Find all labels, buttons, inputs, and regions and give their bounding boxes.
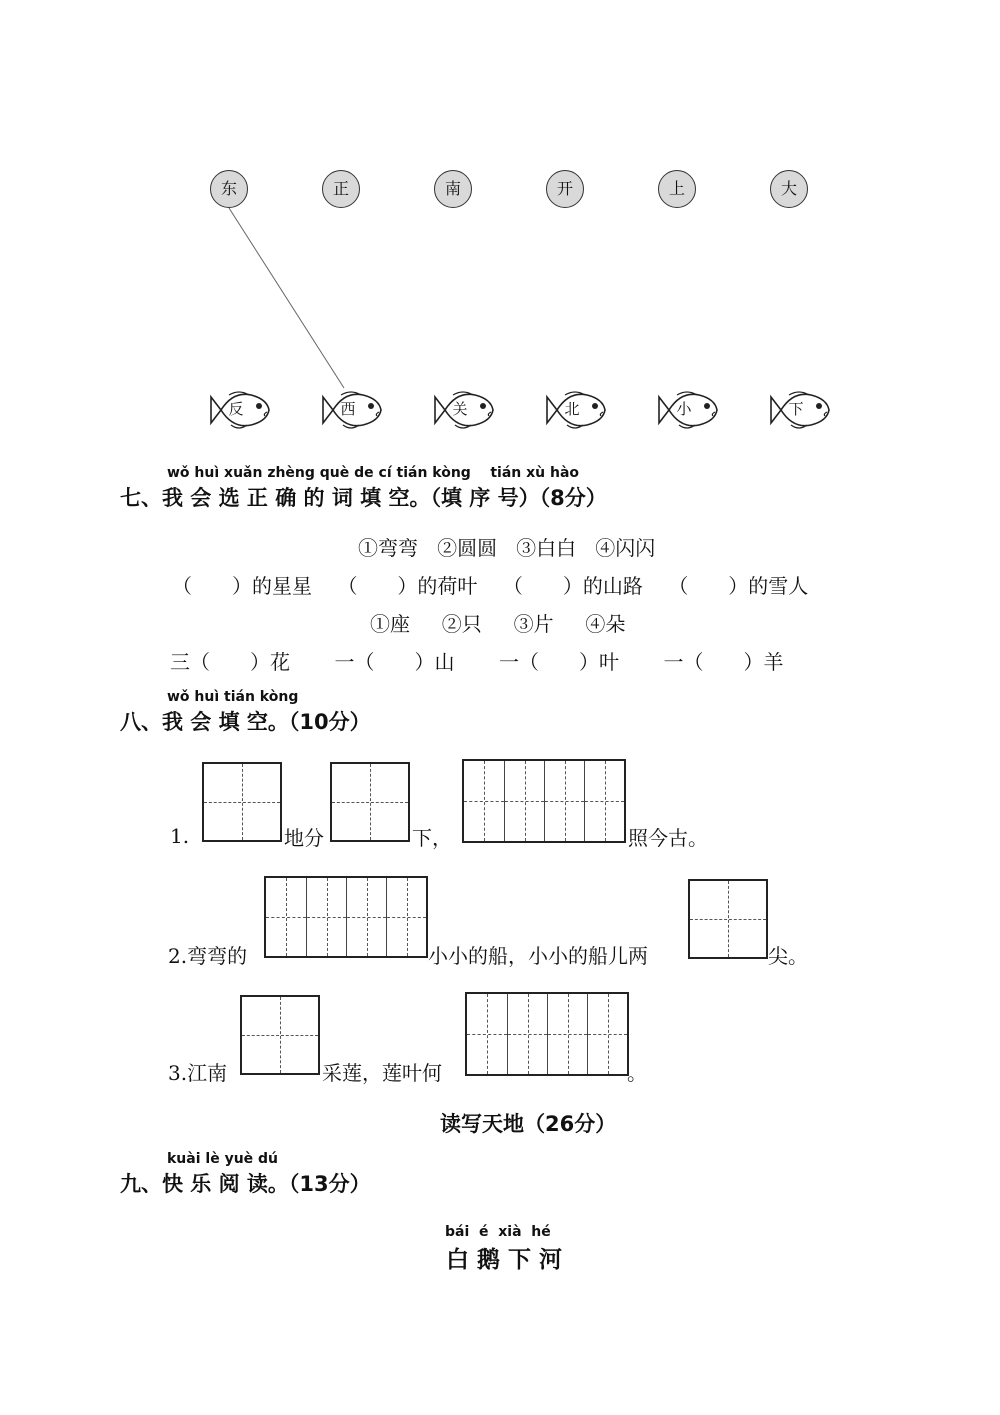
fish-label: 小 [676,400,692,418]
fill-blank[interactable]: （ ）的星星 [172,574,312,598]
writing-grid[interactable] [240,995,320,1075]
q1-text-3: 照今古。 [628,826,708,850]
writing-grid[interactable] [462,759,626,843]
option: ①座 [370,612,410,636]
section7-title: 七、我 会 选 正 确 的 词 填 空。（填 序 号）（8分） [120,486,607,510]
char-circle[interactable]: 大 [770,170,808,208]
q3-text-2: 。 [627,1061,647,1085]
fill-blank[interactable]: 一（ ）羊 [663,650,784,674]
option: ④闪闪 [595,536,656,560]
option: ②圆圆 [437,536,498,560]
q1-text-1: 地分 [284,826,324,850]
fill-blank[interactable]: 一（ ）叶 [499,650,620,674]
char-circle[interactable]: 东 [210,170,248,208]
section8-pinyin: wǒ huì tián kòng [167,689,299,705]
fill-blank[interactable]: 一（ ）山 [334,650,455,674]
fish-label: 西 [340,400,356,418]
fish-item[interactable] [431,387,497,433]
option: ③白白 [516,536,577,560]
writing-grid[interactable] [465,992,629,1076]
story-title: 白 鹅 下 河 [446,1247,563,1273]
fish-item[interactable] [543,387,609,433]
option: ①弯弯 [358,536,418,560]
q1-number: 1. [170,824,190,848]
q2-text-2: 尖。 [768,944,808,968]
reading-section-title: 读写天地（26分） [440,1112,617,1136]
char-circle[interactable]: 开 [546,170,584,208]
fish-item[interactable] [319,387,385,433]
section8-title: 八、我 会 填 空。（10分） [120,710,371,734]
section9-title: 九、快 乐 阅 读。（13分） [120,1172,371,1196]
q1-text-2: 下， [412,826,452,850]
section7-pinyin: wǒ huì xuǎn zhèng què de cí tián kòng tián xù hào [167,465,580,481]
fill-blank[interactable]: （ ）的雪人 [668,574,809,598]
options-row-2 [370,608,625,637]
fish-item[interactable] [207,387,273,433]
option: ②只 [441,612,482,636]
section9-pinyin: kuài lè yuè dú [167,1151,279,1167]
writing-grid[interactable] [202,762,282,842]
q3-text-1: 采莲，莲叶何 [322,1061,442,1085]
blank-row-1 [172,570,808,599]
story-pinyin: bái é xià hé [445,1224,551,1240]
fill-blank[interactable]: （ ）的山路 [502,574,643,598]
writing-grid[interactable] [330,762,410,842]
char-circle[interactable]: 上 [658,170,696,208]
match-line [0,0,1000,420]
fish-item[interactable] [767,387,833,433]
option: ③片 [513,612,554,636]
q2-lead: 2.弯弯的 [168,944,248,968]
option: ④朵 [585,612,626,636]
char-circle[interactable]: 正 [322,170,360,208]
q2-text-1: 小小的船，小小的船儿两 [428,944,648,968]
blank-row-2 [170,646,784,675]
q3-lead: 3.江南 [168,1061,228,1085]
writing-grid[interactable] [688,879,768,959]
char-circle[interactable]: 南 [434,170,472,208]
fill-blank[interactable]: （ ）的荷叶 [337,574,478,598]
fish-label: 下 [788,400,804,418]
options-row-1 [358,532,655,561]
fish-label: 反 [228,400,244,418]
fish-item[interactable] [655,387,721,433]
writing-grid[interactable] [264,876,428,958]
fill-blank[interactable]: 三（ ）花 [170,650,290,674]
fish-label: 北 [564,400,580,418]
fish-label: 关 [452,400,468,418]
